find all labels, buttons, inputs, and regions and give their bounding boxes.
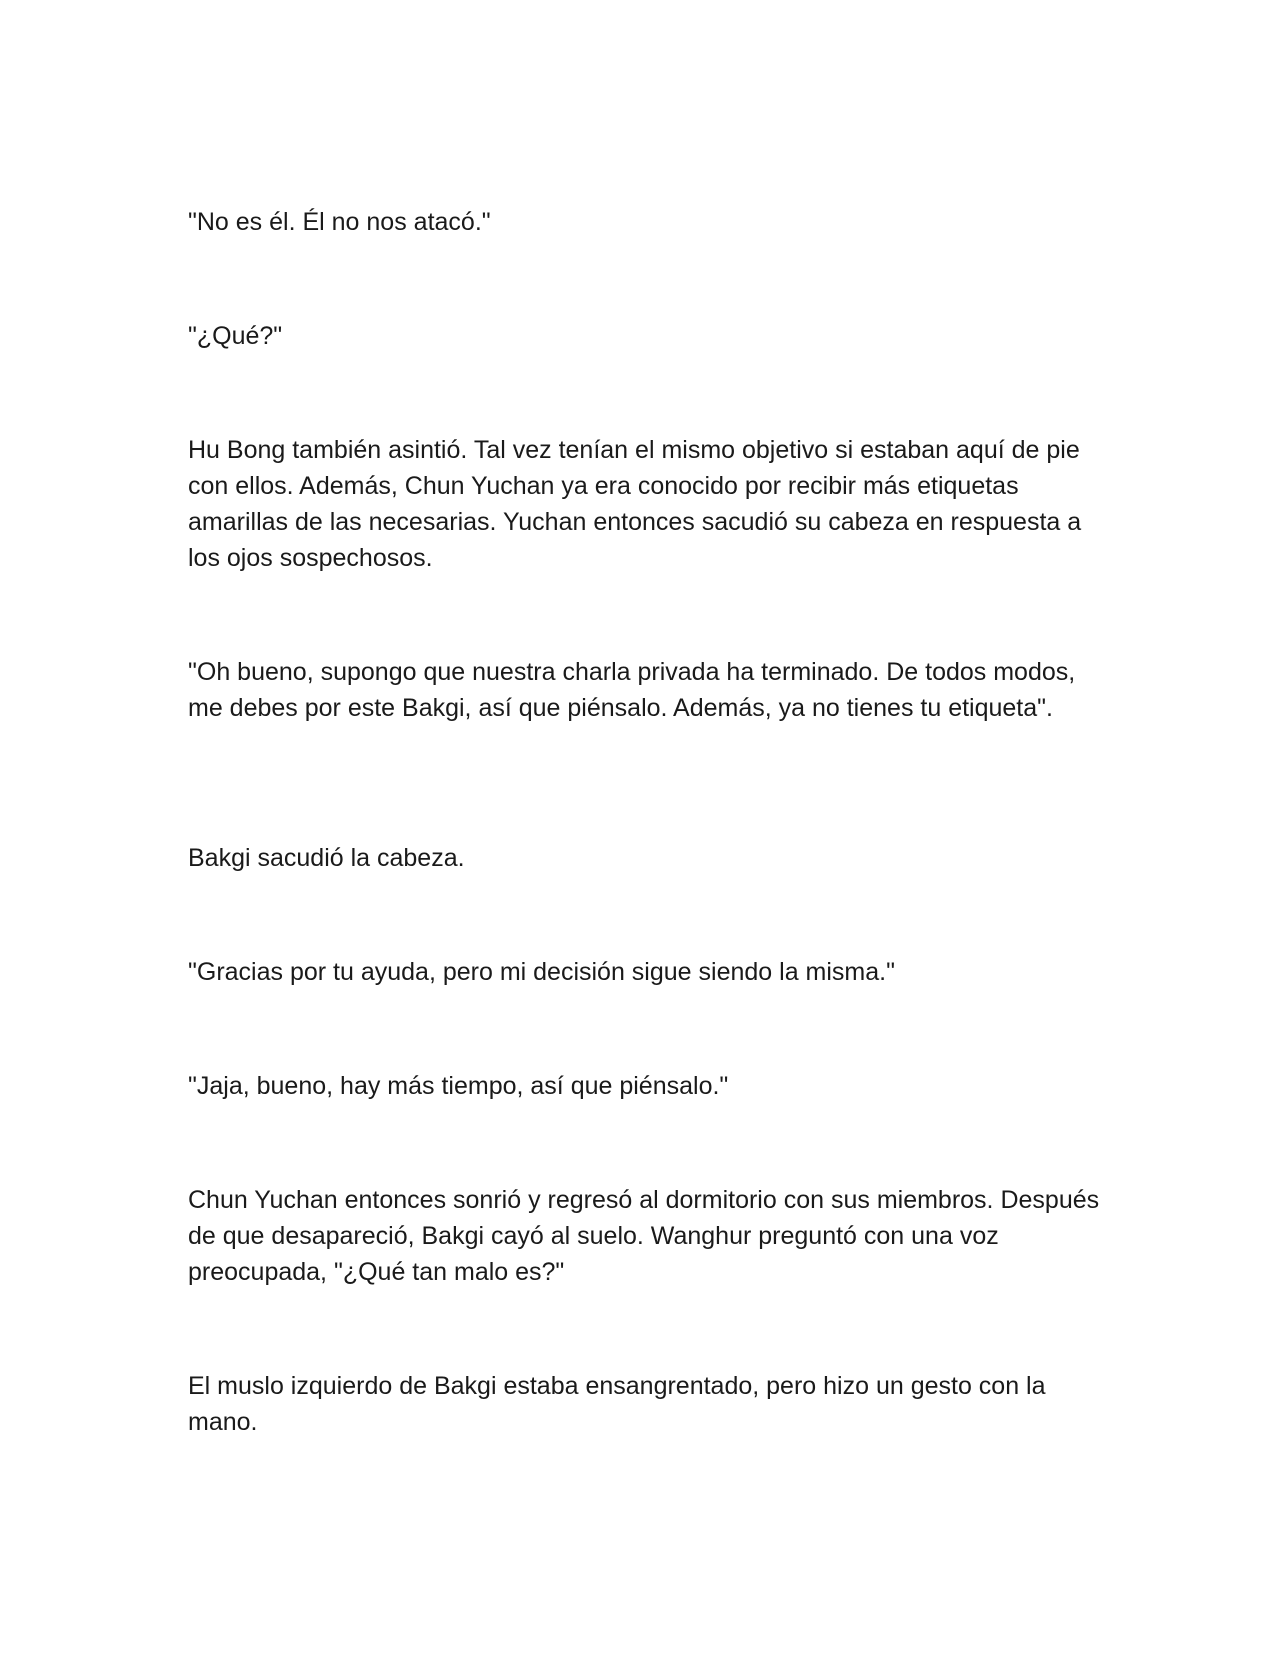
paragraph: El muslo izquierdo de Bakgi estaba ensangrentado, pero hizo un gesto con la mano. bbox=[188, 1372, 1046, 1436]
paragraph: "¿Qué?" bbox=[188, 322, 283, 350]
paragraph: Chun Yuchan entonces sonrió y regresó al dormitorio con sus miembros. Después de que desapareció, Bakgi cayó al suelo. Wanghur preguntó con una voz preocupada, "¿Qué tan malo es?" bbox=[188, 1186, 1100, 1286]
paragraph: Hu Bong también asintió. Tal vez tenían el mismo objetivo si estaban aquí de pie con ellos. Además, Chun Yuchan ya era conocido por recibir más etiquetas amarillas de las necesarias. Yuchan entonces sacudió su cabeza en respuesta a los ojos sospechosos. bbox=[188, 436, 1082, 572]
paragraph: "Oh bueno, supongo que nuestra charla privada ha terminado. De todos modos, me debes por este Bakgi, así que piénsalo. Además, ya no tienes tu etiqueta". bbox=[188, 658, 1076, 722]
paragraph: Bakgi sacudió la cabeza. bbox=[188, 844, 465, 872]
paragraph: "Gracias por tu ayuda, pero mi decisión sigue siendo la misma." bbox=[188, 958, 895, 986]
paragraph: "No es él. Él no nos atacó." bbox=[188, 208, 491, 236]
paragraph: "Jaja, bueno, hay más tiempo, así que piénsalo." bbox=[188, 1072, 729, 1100]
